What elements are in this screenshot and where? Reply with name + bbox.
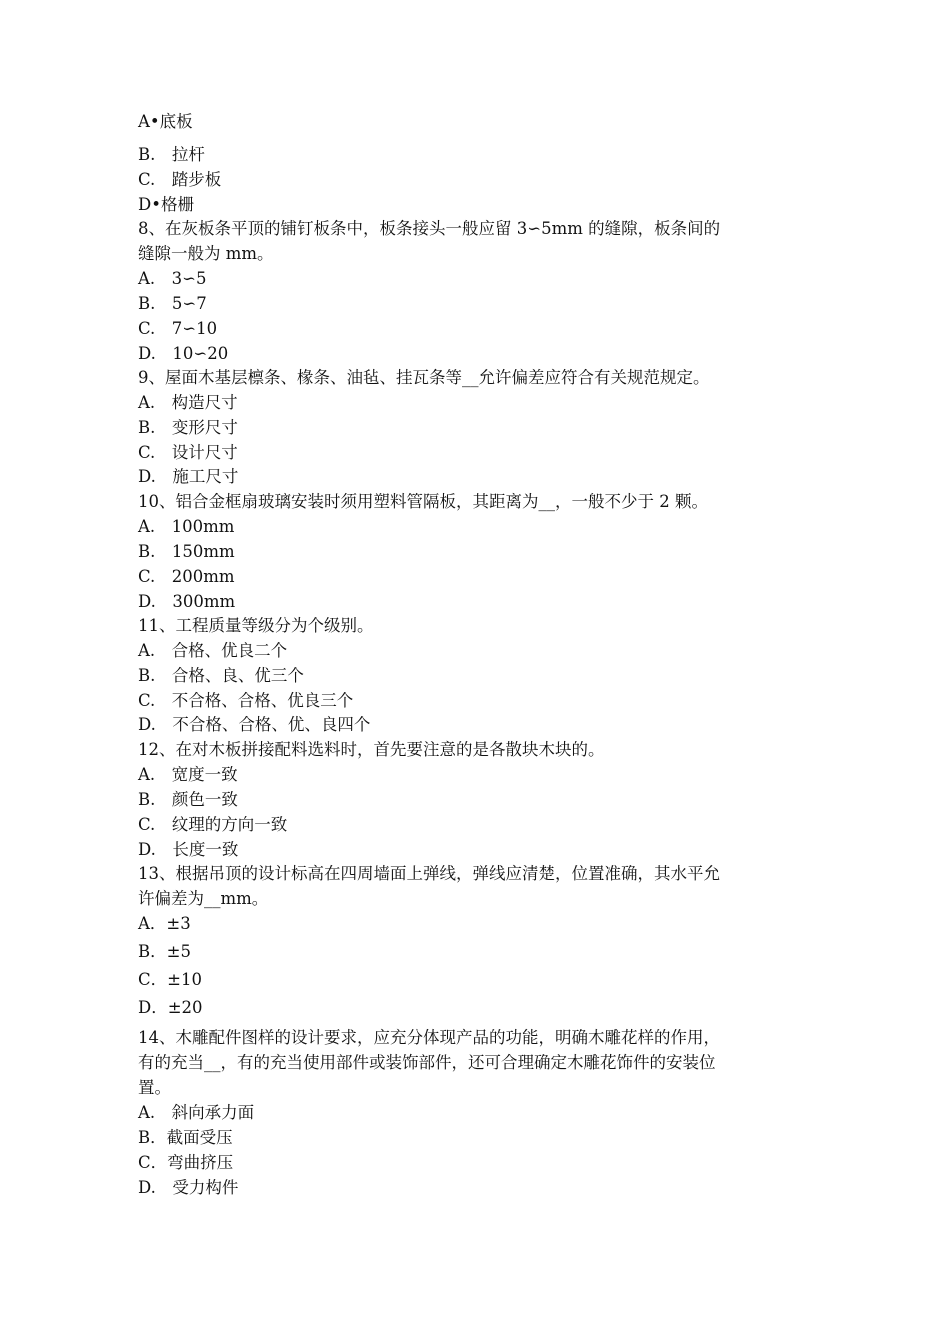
option-b-q8: B. 5∽7 — [138, 294, 207, 313]
option-d-q14: D. 受力构件 — [138, 1178, 239, 1197]
option-a-q10: A. 100mm — [138, 517, 235, 536]
question-13: 13、根据吊顶的设计标高在四周墙面上弹线，弹线应清楚，位置准确，其水平允 — [138, 864, 720, 883]
question-8-cont: 缝隙一般为 mm。 — [138, 244, 274, 263]
question-12: 12、在对木板拼接配料选料时，首先要注意的是各散块木块的。 — [138, 740, 605, 759]
option-c-q11: C. 不合格、合格、优良三个 — [138, 691, 354, 710]
question-14: 14、木雕配件图样的设计要求，应充分体现产品的功能，明确木雕花样的作用， — [138, 1028, 720, 1047]
option-d-q13: D．±20 — [138, 998, 203, 1017]
question-14-cont-2: 置。 — [138, 1078, 171, 1097]
question-11: 11、工程质量等级分为个级别。 — [138, 616, 374, 635]
option-a-q11: A. 合格、优良二个 — [138, 641, 288, 660]
question-14-cont-1: 有的充当__，有的充当使用部件或装饰部件，还可合理确定木雕花饰件的安装位 — [138, 1053, 716, 1072]
option-c-q7: C. 踏步板 — [138, 170, 222, 189]
option-c-q10: C. 200mm — [138, 567, 235, 586]
option-c-q8: C. 7∽10 — [138, 319, 218, 338]
question-13-cont: 许偏差为__mm。 — [138, 889, 269, 908]
option-a-q8: A. 3∽5 — [138, 269, 207, 288]
option-a-q9: A. 构造尺寸 — [138, 393, 238, 412]
option-a-q7: A•底板 — [138, 112, 193, 131]
option-c-q13: C．±10 — [138, 970, 202, 989]
option-b-q9: B. 变形尺寸 — [138, 418, 238, 437]
option-a-q14: A. 斜向承力面 — [138, 1103, 255, 1122]
option-b-q13: B．±5 — [138, 942, 191, 961]
option-d-q11: D. 不合格、合格、优、良四个 — [138, 715, 371, 734]
option-d-q8: D. 10∽20 — [138, 344, 229, 363]
option-c-q12: C. 纹理的方向一致 — [138, 815, 288, 834]
option-b-q12: B. 颜色一致 — [138, 790, 238, 809]
option-b-q14: B．截面受压 — [138, 1128, 233, 1147]
option-c-q14: C．弯曲挤压 — [138, 1153, 234, 1172]
question-8: 8、在灰板条平顶的铺钉板条中，板条接头一般应留 3∽5mm 的缝隙，板条间的 — [138, 219, 721, 238]
option-a-q12: A. 宽度一致 — [138, 765, 238, 784]
option-d-q12: D. 长度一致 — [138, 840, 239, 859]
question-10: 10、铝合金框扇玻璃安装时须用塑料管隔板，其距离为__，一般不少于 2 颗。 — [138, 492, 708, 511]
option-b-q10: B. 150mm — [138, 542, 235, 561]
option-b-q7: B. 拉杆 — [138, 145, 205, 164]
option-d-q10: D. 300mm — [138, 592, 236, 611]
option-a-q13: A．±3 — [138, 914, 191, 933]
option-d-q7: D•格栅 — [138, 195, 194, 214]
option-d-q9: D. 施工尺寸 — [138, 467, 239, 486]
question-9: 9、屋面木基层檩条、椽条、油毡、挂瓦条等__允许偏差应符合有关规范规定。 — [138, 368, 710, 387]
option-b-q11: B. 合格、良、优三个 — [138, 666, 304, 685]
option-c-q9: C. 设计尺寸 — [138, 443, 238, 462]
